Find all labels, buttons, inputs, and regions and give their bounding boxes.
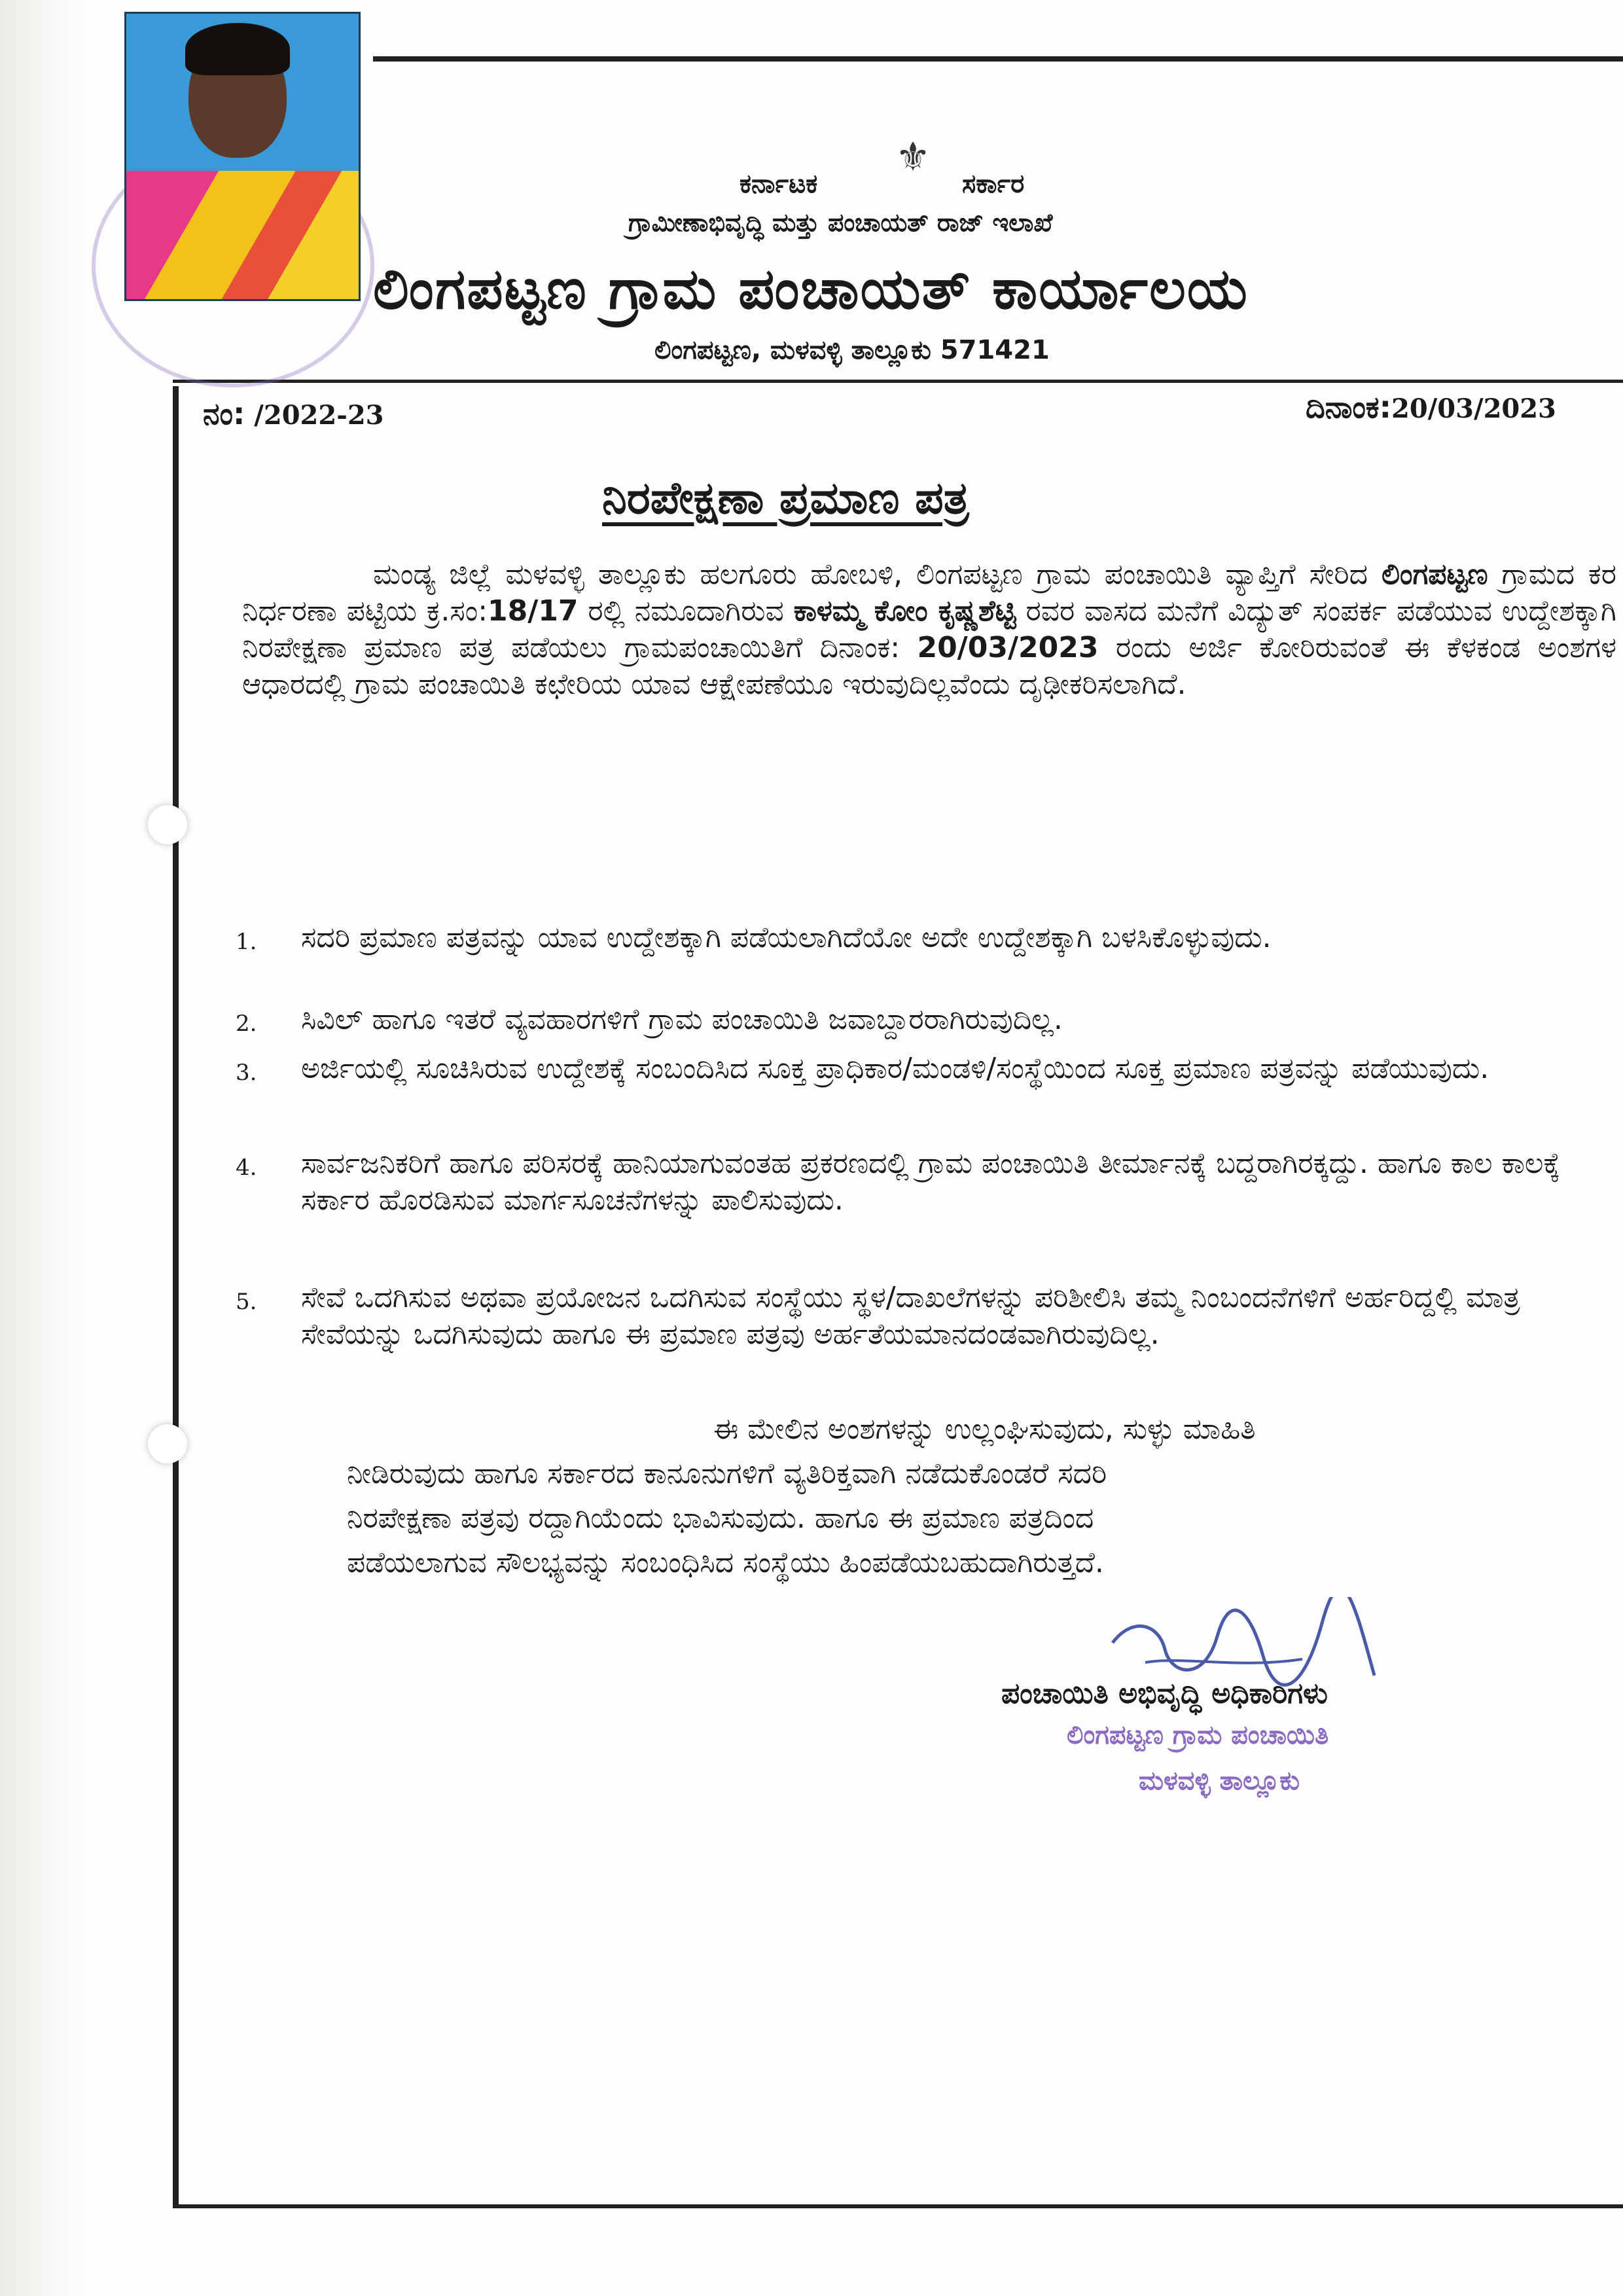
reference-date bbox=[1306, 389, 1556, 426]
reference-number-value: /2022-23 bbox=[245, 400, 384, 431]
frame-bottom-rule bbox=[173, 2204, 1623, 2208]
body-village: ಲಿಂಗಪಟ್ಟಣ bbox=[1381, 558, 1488, 591]
certificate-title: ನಿರಪೇಕ್ಷಣಾ ಪ್ರಮಾಣ ಪತ್ರ bbox=[602, 473, 969, 524]
closing-line: ನಿರಪೇಕ್ಷಣಾ ಪತ್ರವು ರದ್ದಾಗಿಯೆಂದು ಭಾವಿಸುವುದು. ಹಾಗೂ ಈ ಪ್ರಮಾಣ ಪತ್ರದಿಂದ bbox=[347, 1501, 1094, 1535]
closing-paragraph bbox=[347, 1407, 1616, 1585]
condition-text: ಅರ್ಜಿಯಲ್ಲಿ ಸೂಚಿಸಿರುವ ಉದ್ದೇಶಕ್ಕೆ ಸಂಬಂದಿಸಿದ ಸೂಕ್ತ ಪ್ರಾಧಿಕಾರ/ಮಂಡಳಿ/ಸಂಸ್ಥೆಯಿಂದ ಸೂಕ್ತ ಪ್ರಮಾಣ ಪತ್ರವನ್ನು ಪಡೆಯುವುದು. bbox=[301, 1052, 1489, 1085]
applicant-photo bbox=[124, 12, 361, 301]
condition-text: ಸದರಿ ಪ್ರಮಾಣ ಪತ್ರವನ್ನು ಯಾವ ಉದ್ದೇಶಕ್ಕಾಗಿ ಪಡೆಯಲಾಗಿದೆಯೋ ಅದೇ ಉದ್ದೇಶಕ್ಕಾಗಿ ಬಳಸಿಕೊಳ್ಳುವುದು. bbox=[301, 921, 1272, 954]
body-text-a: ಮಂಡ್ಯ ಜಿಲ್ಲೆ ಮಳವಳ್ಳಿ ತಾಲ್ಲೂಕು ಹಲಗೂರು ಹೋಬಳಿ, ಲಿಂಗಪಟ್ಟಣ ಗ್ರಾಮ ಪಂಚಾಯಿತಿ ವ್ಯಾಪ್ತಿಗೆ ಸೇರಿದ bbox=[373, 558, 1382, 591]
punch-hole bbox=[148, 1424, 187, 1463]
office-stamp-line: ಲಿಂಗಪಟ್ಟಣ ಗ್ರಾಮ ಪಂಚಾಯಿತಿ bbox=[1067, 1720, 1329, 1750]
body-serial: 18/17 bbox=[488, 594, 579, 628]
office-stamp-line: ಮಳವಳ್ಳಿ ತಾಲ್ಲೂಕು bbox=[1139, 1766, 1300, 1796]
office-title: ಲಿಂಗಪಟ್ಟಣ ಗ್ರಾಮ ಪಂಚಾಯತ್ ಕಾರ್ಯಾಲಯ bbox=[373, 257, 1249, 322]
reference-date-value: 20/03/2023 bbox=[1391, 393, 1556, 424]
condition-text: ಸಾರ್ವಜನಿಕರಿಗೆ ಹಾಗೂ ಪರಿಸರಕ್ಕೆ ಹಾನಿಯಾಗುವಂತಹ ಪ್ರಕರಣದಲ್ಲಿ ಗ್ರಾಮ ಪಂಚಾಯಿತಿ ತೀರ್ಮಾನಕ್ಕೆ ಬದ್ದರಾಗಿರಕ್ಕದ್ದು. ಹಾಗೂ ಕಾಲ ಕಾಲಕ್ಕೆ ಸರ್ಕಾರ ಹೊರಡಿಸುವ ಮಾರ್ಗಸೂಚನೆಗಳನ್ನು ಪಾಲಿಸುವುದು. bbox=[301, 1147, 1561, 1217]
header-divider bbox=[173, 380, 1623, 383]
condition-number: 1. bbox=[236, 929, 257, 955]
body-date: 20/03/2023 bbox=[917, 631, 1099, 664]
body-text-c: ರಲ್ಲಿ ನಮೂದಾಗಿರುವ bbox=[578, 594, 794, 628]
closing-line: ನೀಡಿರುವುದು ಹಾಗೂ ಸರ್ಕಾರದ ಕಾನೂನುಗಳಿಗೆ ವ್ಯತಿರಿಕ್ತವಾಗಿ ನಡೆದುಕೊಂಡರೆ ಸದರಿ bbox=[347, 1457, 1107, 1490]
condition-text: ಸಿವಿಲ್ ಹಾಗೂ ಇತರೆ ವ್ಯವಹಾರಗಳಿಗೆ ಗ್ರಾಮ ಪಂಚಾಯಿತಿ ಜವಾಬ್ದಾರರಾಗಿರುವುದಿಲ್ಲ. bbox=[301, 1003, 1063, 1036]
condition-number: 4. bbox=[236, 1155, 257, 1181]
condition-item bbox=[236, 920, 1616, 956]
reference-date-label: ದಿನಾಂಕ: bbox=[1306, 389, 1392, 425]
department-name: ಗ್ರಾಮೀಣಾಭಿವೃದ್ಧಿ ಮತ್ತು ಪಂಚಾಯತ್ ರಾಜ್ ಇಲಾಖೆ bbox=[628, 208, 1053, 237]
govt-name-left: ಕರ್ನಾಟಕ bbox=[740, 169, 818, 199]
frame-left-rule bbox=[173, 386, 179, 2206]
condition-item bbox=[236, 1050, 1616, 1087]
condition-item bbox=[236, 1001, 1616, 1038]
office-address: ಲಿಂಗಪಟ್ಟಣ, ಮಳವಳ್ಳಿ ತಾಲ್ಲೂಕು 571421 bbox=[654, 335, 1050, 365]
condition-number: 3. bbox=[236, 1060, 257, 1086]
reference-number-label: ನಂ: bbox=[203, 396, 245, 431]
body-paragraph bbox=[242, 556, 1616, 703]
condition-number: 2. bbox=[236, 1011, 257, 1037]
scan-left-edge bbox=[0, 0, 85, 2296]
govt-name-right: ಸರ್ಕಾರ bbox=[962, 169, 1025, 199]
body-applicant-name: ಕಾಳಮ್ಮ ಕೋಂ ಕೃಷ್ಣಶೆಟ್ಟಿ bbox=[793, 594, 1016, 628]
state-emblem-icon: ⚜ bbox=[895, 134, 931, 180]
closing-line: ಈ ಮೇಲಿನ ಅಂಶಗಳನ್ನು ಉಲ್ಲಂಘಿಸುವುದು, ಸುಳ್ಳು ಮಾಹಿತಿ bbox=[713, 1412, 1256, 1446]
photo-hair bbox=[185, 23, 290, 75]
condition-number: 5. bbox=[236, 1289, 257, 1315]
punch-hole bbox=[148, 805, 187, 844]
photo-saree bbox=[126, 171, 359, 301]
body-text-b: ಗ್ರಾಮದ ಕರ ನಿರ್ಧರಣಾ ಪಟ್ಟಿಯ ಕ್ರ.ಸಂ: bbox=[242, 558, 1616, 628]
officer-title: ಪಂಚಾಯಿತಿ ಅಭಿವೃದ್ಧಿ ಅಧಿಕಾರಿಗಳು bbox=[1001, 1677, 1328, 1710]
body-text-d: ರವರ ವಾಸದ ಮನೆಗೆ ವಿದ್ಯುತ್ ಸಂಪರ್ಕ ಪಡೆಯುವ ಉದ್ದೇಶಕ್ಕಾಗಿ ನಿರಪೇಕ್ಷಣಾ ಪ್ರಮಾಣ ಪತ್ರ ಪಡೆಯಲು ಗ್ರಾಮಪಂಚಾಯಿತಿಗೆ ದಿನಾಂಕ: bbox=[242, 594, 1616, 664]
reference-number bbox=[203, 396, 384, 433]
body-text-e: ರಂದು ಅರ್ಜಿ ಕೋರಿರುವಂತೆ ಈ ಕೆಳಕಂಡ ಅಂಶಗಳ ಆಧಾರದಲ್ಲಿ ಗ್ರಾಮ ಪಂಚಾಯಿತಿ ಕಛೇರಿಯ ಯಾವ ಆಕ್ಷೇಪಣೆಯೂ ಇರುವುದಿಲ್ಲವೆಂದು ದೃಢೀಕರಿಸಲಾಗಿದೆ. bbox=[242, 631, 1616, 701]
condition-item bbox=[236, 1145, 1616, 1219]
frame-top-rule bbox=[373, 56, 1623, 62]
condition-item bbox=[236, 1280, 1616, 1353]
closing-line: ಪಡೆಯಲಾಗುವ ಸೌಲಭ್ಯವನ್ನು ಸಂಬಂಧಿಸಿದ ಸಂಸ್ಥೆಯು ಹಿಂಪಡೆಯಬಹುದಾಗಿರುತ್ತದೆ. bbox=[347, 1546, 1104, 1579]
condition-text: ಸೇವೆ ಒದಗಿಸುವ ಅಥವಾ ಪ್ರಯೋಜನ ಒದಗಿಸುವ ಸಂಸ್ಥೆಯು ಸ್ಥಳ/ದಾಖಲೆಗಳನ್ನು ಪರಿಶೀಲಿಸಿ ತಮ್ಮ ನಿಂಬಂದನೆಗಳಿಗೆ ಅರ್ಹರಿದ್ದಲ್ಲಿ ಮಾತ್ರ ಸೇವೆಯನ್ನು ಒದಗಿಸುವುದು ಹಾಗೂ ಈ ಪ್ರಮಾಣ ಪತ್ರವು ಅರ್ಹತೆಯಮಾನದಂಡವಾಗಿರುವುದಿಲ್ಲ. bbox=[301, 1281, 1520, 1351]
